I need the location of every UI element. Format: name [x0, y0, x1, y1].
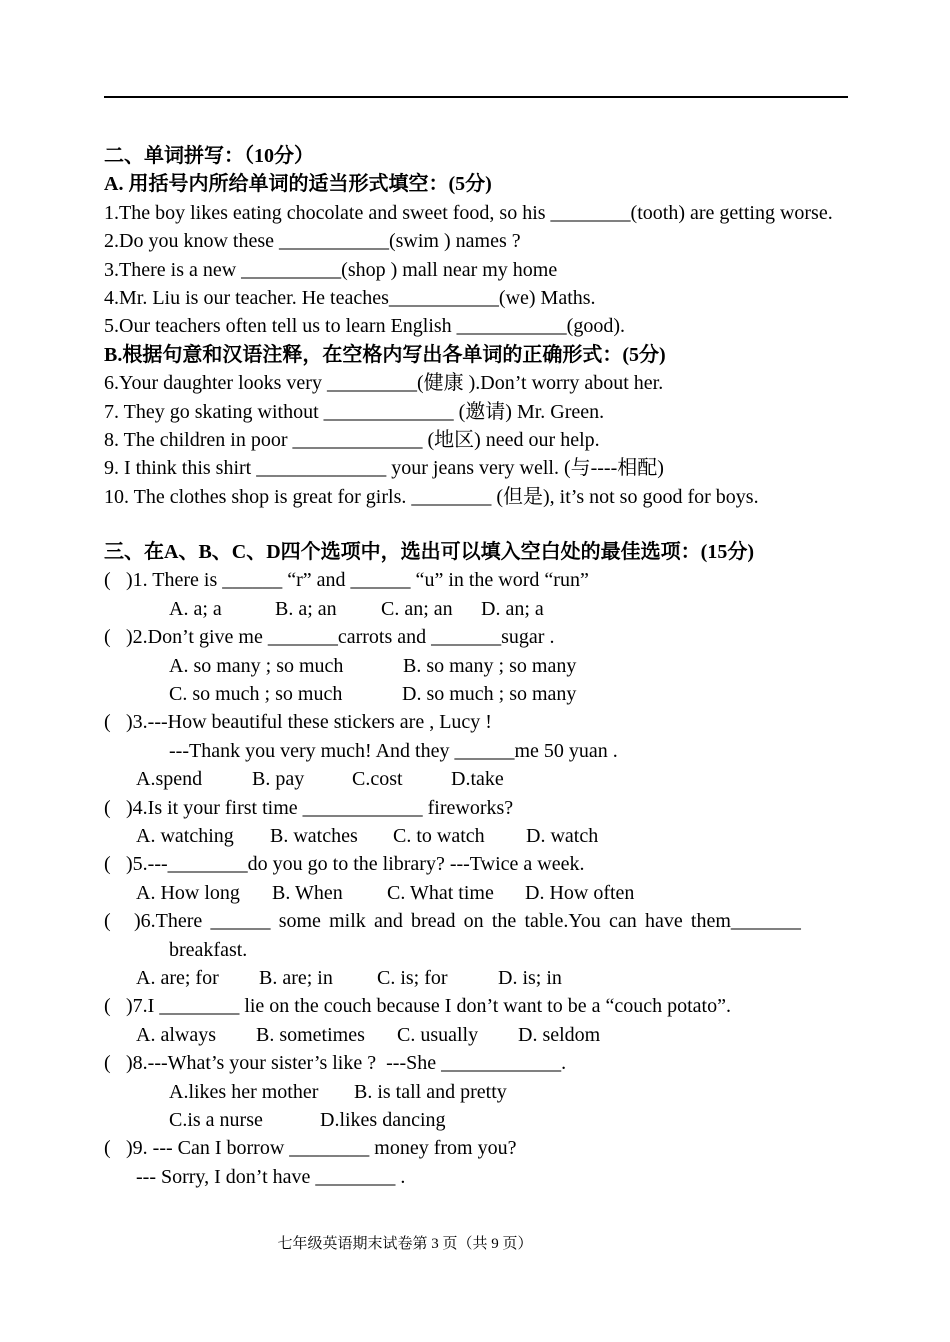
answer-paren: (	[104, 796, 111, 819]
question-6-stem2: breakfast.	[169, 938, 248, 961]
option-b: B. are; in	[259, 966, 333, 989]
question-3-stem2: ---Thank you very much! And they ______me 50 yuan .	[169, 739, 618, 762]
question-3-stem: )3.---How beautiful these stickers are , Lucy !	[126, 711, 492, 734]
answer-paren: (	[104, 853, 111, 876]
option-b: B. When	[272, 881, 343, 904]
question-6-options	[104, 964, 848, 992]
partA-item-4: 4.Mr. Liu is our teacher. He teaches___________(we) Maths.	[104, 286, 596, 309]
question-8-options-row2	[104, 1106, 848, 1134]
question-2-options-row1	[104, 652, 848, 680]
question-9-stem2: --- Sorry, I don’t have ________ .	[136, 1165, 406, 1188]
answer-paren: (	[104, 569, 111, 592]
option-d: D. so much ; so many	[402, 683, 577, 706]
partB-title: B.根据句意和汉语注释，在空格内写出各单词的正确形式：(5分)	[104, 343, 666, 366]
option-b: B. watches	[270, 825, 358, 847]
option-c: C. an; an	[381, 597, 453, 620]
answer-paren: (	[104, 1137, 111, 1160]
answer-paren: (	[104, 995, 111, 1018]
question-9-stem: )9. --- Can I borrow ________ money from you?	[126, 1137, 517, 1160]
partA-item-1: 1.The boy likes eating chocolate and sweet food, so his ________(tooth) are getting worse.	[104, 201, 833, 224]
option-b: B. is tall and pretty	[354, 1080, 507, 1103]
option-a: A. watching	[136, 825, 234, 847]
question-1-stem: )1. There is ______ “r” and ______ “u” in the word “run”	[126, 569, 589, 592]
option-c: C.is a nurse	[169, 1108, 263, 1131]
question-5-stem: )5.---________do you go to the library? ---Twice a week.	[126, 853, 585, 876]
answer-paren: (	[104, 626, 111, 649]
partA-item-3: 3.There is a new __________(shop ) mall near my home	[104, 258, 558, 281]
option-d: D. seldom	[518, 1023, 601, 1046]
option-d: D. watch	[526, 825, 599, 847]
option-d: D. is; in	[498, 966, 562, 989]
answer-paren: (	[104, 711, 111, 734]
option-a: A. a; a	[169, 597, 222, 620]
question-4-options	[104, 822, 848, 850]
option-a: A. are; for	[136, 966, 219, 989]
option-a: A. How long	[136, 881, 240, 904]
option-b: B. sometimes	[256, 1023, 365, 1046]
option-a: A. always	[136, 1023, 216, 1046]
question-7-options	[104, 1021, 848, 1049]
question-7	[104, 992, 848, 1020]
exam-content	[104, 142, 848, 1191]
question-2-options-row2	[104, 680, 848, 708]
question-6	[104, 907, 848, 935]
question-4-stem: )4.Is it your first time ____________ fireworks?	[126, 796, 514, 819]
option-c: C. is; for	[377, 966, 448, 989]
question-3	[104, 708, 848, 736]
partB-item-9: 9. I think this shirt _____________ your jeans very well. (与----相配)	[104, 457, 664, 480]
option-c: C. so much ; so much	[169, 683, 343, 706]
question-1-options	[104, 595, 848, 623]
partA-item-5: 5.Our teachers often tell us to learn English ___________(good).	[104, 315, 625, 338]
question-2	[104, 623, 848, 651]
question-2-stem: )2.Don’t give me _______carrots and _______sugar .	[126, 626, 555, 649]
option-b: B. so many ; so many	[403, 654, 577, 677]
option-c: C.cost	[352, 768, 403, 791]
option-d: D. an; a	[481, 597, 544, 620]
option-d: D.take	[451, 768, 504, 791]
page-footer: 七年级英语期末试卷第 3 页（共 9 页）	[277, 1236, 533, 1252]
question-1	[104, 566, 848, 594]
question-8-stem: )8.---What’s your sister’s like ? ---She ____________.	[126, 1052, 567, 1075]
option-c: C. to watch	[393, 825, 485, 847]
question-6-stem: )6.There ______ some milk and bread on the table.You can have them_______	[134, 910, 801, 933]
option-c: C. usually	[397, 1023, 479, 1046]
option-d: D.likes dancing	[320, 1108, 446, 1131]
option-a: A.spend	[136, 768, 203, 791]
section-gap	[104, 511, 848, 538]
partB-item-8: 8. The children in poor _____________ (地区) need our help.	[104, 428, 600, 451]
question-5-options	[104, 879, 848, 907]
partA-title: A. 用括号内所给单词的适当形式填空：(5分)	[104, 173, 492, 196]
section3-title: 三、在A、B、C、D四个选项中，选出可以填入空白处的最佳选项：(15分)	[104, 541, 754, 564]
question-5	[104, 850, 848, 878]
question-8	[104, 1049, 848, 1077]
partB-item-6: 6.Your daughter looks very _________(健康 ).Don’t worry about her.	[104, 372, 664, 395]
partB-item-10: 10. The clothes shop is great for girls. ________ (但是), it’s not so good for boys.	[104, 485, 759, 508]
question-9	[104, 1134, 848, 1162]
option-c: C. What time	[387, 881, 494, 904]
question-4	[104, 794, 848, 822]
question-7-stem: )7.I ________ lie on the couch because I don’t want to be a “couch potato”.	[126, 995, 731, 1018]
partB-item-7: 7. They go skating without _____________ (邀请) Mr. Green.	[104, 400, 605, 423]
answer-paren: (	[104, 1052, 111, 1075]
option-d: D. How often	[525, 881, 635, 904]
question-3-options	[104, 765, 848, 793]
option-a: A.likes her mother	[169, 1080, 319, 1103]
question-8-options-row1	[104, 1078, 848, 1106]
partA-item-2: 2.Do you know these ___________(swim ) names ?	[104, 230, 521, 253]
option-b: B. a; an	[275, 597, 337, 620]
option-b: B. pay	[252, 768, 305, 791]
answer-paren: (	[104, 910, 111, 933]
section2-title: 二、单词拼写：（10分）	[104, 145, 314, 167]
option-a: A. so many ; so much	[169, 654, 344, 677]
header-rule	[104, 96, 848, 98]
